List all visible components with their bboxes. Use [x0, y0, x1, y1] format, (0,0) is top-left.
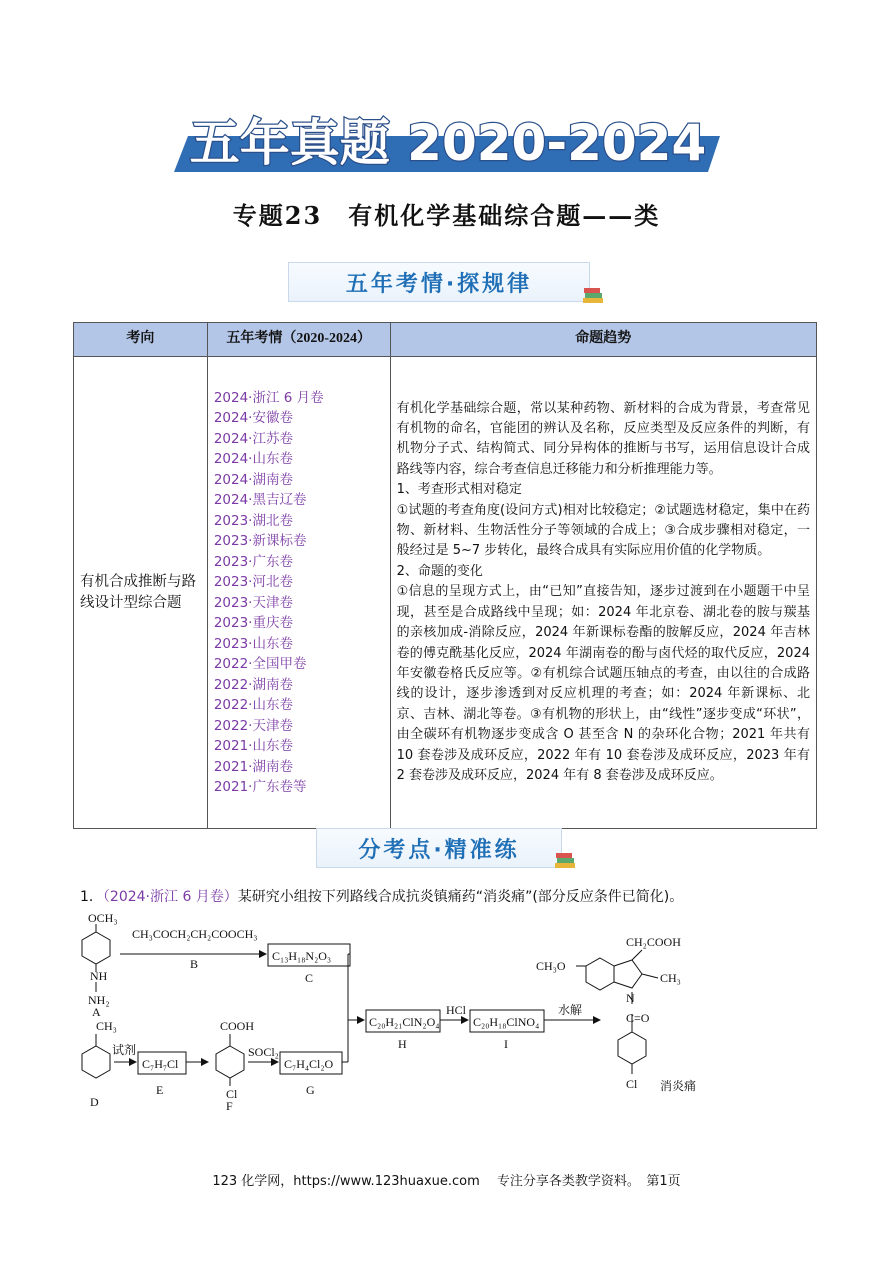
- synthesis-scheme: [80, 910, 800, 1130]
- books-icon: [554, 852, 576, 870]
- reagent-socl2: SOCl₂: [248, 1045, 279, 1059]
- year-item: 2024·黑吉辽卷: [213, 492, 307, 508]
- books-icon: [582, 287, 604, 305]
- header-years: 五年考情（2020-2024）: [207, 323, 390, 357]
- label-g: G: [306, 1083, 315, 1097]
- label-i: I: [504, 1037, 508, 1051]
- d-methyl: CH₃: [96, 1019, 117, 1033]
- table-row: [74, 357, 817, 829]
- year-item: 2022·山东卷: [213, 697, 293, 713]
- product-ch2cooh: CH₂COOH: [626, 935, 681, 949]
- section-label-trend: [288, 262, 590, 302]
- header-topic: 考向: [74, 323, 208, 357]
- year-item: 2024·湖南卷: [213, 471, 293, 488]
- year-item: 2022·全国甲卷: [213, 656, 307, 672]
- page-footer: 123 化学网，https://www.123huaxue.com 专注分享各类教学资料。 第1页: [212, 1174, 681, 1189]
- formula-i: C₂₀H₁₈ClNO₄: [473, 1015, 540, 1029]
- reagent-hydrolysis: 水解: [558, 1003, 583, 1017]
- product-name: 消炎痛: [660, 1079, 697, 1093]
- year-item: 2024·江苏卷: [213, 430, 293, 447]
- year-item: 2021·湖南卷: [213, 758, 293, 775]
- year-item: 2024·安徽卷: [213, 410, 293, 426]
- label-d: D: [90, 1095, 99, 1109]
- formula-e: C₇H₇Cl: [142, 1057, 179, 1071]
- year-item: 2023·重庆卷: [213, 615, 293, 631]
- formula-h: C₂₀H₂₁ClN₂O₄: [369, 1015, 440, 1029]
- year-item: 2022·天津卷: [213, 717, 293, 734]
- year-item: 2023·天津卷: [213, 594, 293, 611]
- a-methoxy: OCH₃: [88, 911, 118, 925]
- header-trend: 命题趋势: [390, 323, 816, 357]
- year-item: 2024·浙江 6 月卷: [213, 389, 324, 406]
- trend-para-1: ①试题的考查角度(设问方式)相对比较稳定；②试题选材稳定，集中在药物、新材料、生物活性分子等领域的合成上；③合成步骤相对稳定，一般经过是 5~7 步转化，最终合成具有实际应用价值的化学物质。: [396, 502, 810, 559]
- year-item: 2023·河北卷: [213, 574, 293, 590]
- product-methyl: CH₃: [660, 971, 681, 985]
- compound-f-ring: [216, 1046, 244, 1078]
- label-c: C: [305, 971, 314, 985]
- topic-cell: 有机合成推断与路线设计型综合题: [74, 357, 208, 829]
- year-item: 2023·新课标卷: [213, 533, 307, 549]
- year-item: 2021·广东卷等: [213, 779, 307, 795]
- section-label-practice: [316, 828, 562, 868]
- label-h: H: [398, 1037, 407, 1051]
- a-nh2: NH₂: [88, 993, 110, 1007]
- section-label-trend-text: 五年考情·探规律: [345, 271, 533, 297]
- year-item: 2023·山东卷: [213, 635, 293, 652]
- question-number: 1．: [80, 889, 103, 905]
- formula-c: C₁₃H₁₈N₂O₃: [272, 949, 332, 963]
- exam-trend-table: [73, 322, 817, 829]
- product-carbonyl: C=O: [626, 1011, 650, 1025]
- label-a: A: [92, 1005, 101, 1019]
- page-subtitle: 专题23 有机化学基础综合题——类: [232, 201, 661, 230]
- years-cell: [207, 357, 390, 829]
- question-text: 某研究小组按下列路线合成抗炎镇痛药“消炎痛”(部分反应条件已简化)。: [237, 889, 684, 905]
- trend-cell: [390, 357, 816, 829]
- year-item: 2021·山东卷: [213, 738, 293, 754]
- product-pyrrole-ring: [614, 960, 642, 988]
- product-methoxy: CH₃O: [536, 959, 566, 973]
- years-list: [214, 388, 390, 798]
- reagent-b: CH₃COCH₂CH₂COOCH₃: [132, 927, 258, 941]
- label-e: E: [156, 1083, 164, 1097]
- product-chlorophenyl-ring: [618, 1032, 646, 1064]
- product-n: N: [626, 991, 635, 1005]
- product-benzene-ring: [586, 958, 614, 990]
- reagent-shiji: 试剂: [112, 1043, 137, 1057]
- year-item: 2023·广东卷: [213, 553, 293, 570]
- table-header-row: [74, 323, 817, 357]
- year-item: 2022·湖南卷: [213, 676, 293, 693]
- f-cooh: COOH: [220, 1019, 255, 1033]
- f-cl: Cl: [226, 1087, 238, 1101]
- reagent-hcl: HCl: [446, 1003, 467, 1017]
- a-nh: NH: [90, 969, 108, 983]
- trend-heading-2: 2、命题的变化: [396, 563, 483, 579]
- compound-a-ring: [82, 932, 110, 964]
- trend-para-2: ①信息的呈现方式上，由“已知”直接告知，逐步过渡到在小题题干中呈现，甚至是合成路线中呈现；如：2024 年北京卷、湖北卷的胺与羰基的亲核加成-消除反应，2024 年新课标卷酯的胺解反应，2024 年吉林卷的傅克酰基化反应，2024 年湖南卷的酚与卤代烃的取代反应，2024 年安徽卷格氏反应等。②有机综合试题压轴点的考查，由以往的合成路线的设计，逐步渗透到对反应机理的考查；如：2024 年新课标、北京、吉林、湖北等卷。③有机物的形状上，由“线性”逐步变成“环状”，由全碳环有机物逐步变成含 O 甚至含 N 的杂环化合物；2021 年共有 10 套卷涉及成环反应，2022 年有 10 套卷涉及成环反应，2023 年有 2 套卷涉及成环反应，2024 年有 8 套卷涉及成环反应。: [396, 584, 810, 783]
- question-1: [80, 886, 840, 906]
- year-item: 2023·湖北卷: [213, 512, 293, 529]
- question-source: （2024·浙江 6 月卷）: [102, 889, 238, 905]
- label-f: F: [226, 1099, 233, 1113]
- formula-g: C₇H₄Cl₂O: [284, 1057, 334, 1071]
- trend-para-intro: 有机化学基础综合题，常以某种药物、新材料的合成为背景，考查常见有机物的命名，官能团的辨认及名称，反应类型及反应条件的判断，有机物分子式、结构简式、同分异构体的推断与书写，运用信息设计合成路线等内容，综合考查信息迁移能力和分析推理能力等。: [396, 400, 810, 477]
- year-item: 2024·山东卷: [213, 451, 293, 467]
- section-label-practice-text: 分考点·精准练: [358, 837, 520, 863]
- banner: [168, 108, 728, 180]
- label-b: B: [190, 957, 199, 971]
- trend-heading-1: 1、考查形式相对稳定: [396, 482, 522, 498]
- banner-title: 五年真题 2020-2024: [189, 114, 707, 172]
- product-cl: Cl: [626, 1077, 638, 1091]
- compound-d-ring: [82, 1046, 110, 1078]
